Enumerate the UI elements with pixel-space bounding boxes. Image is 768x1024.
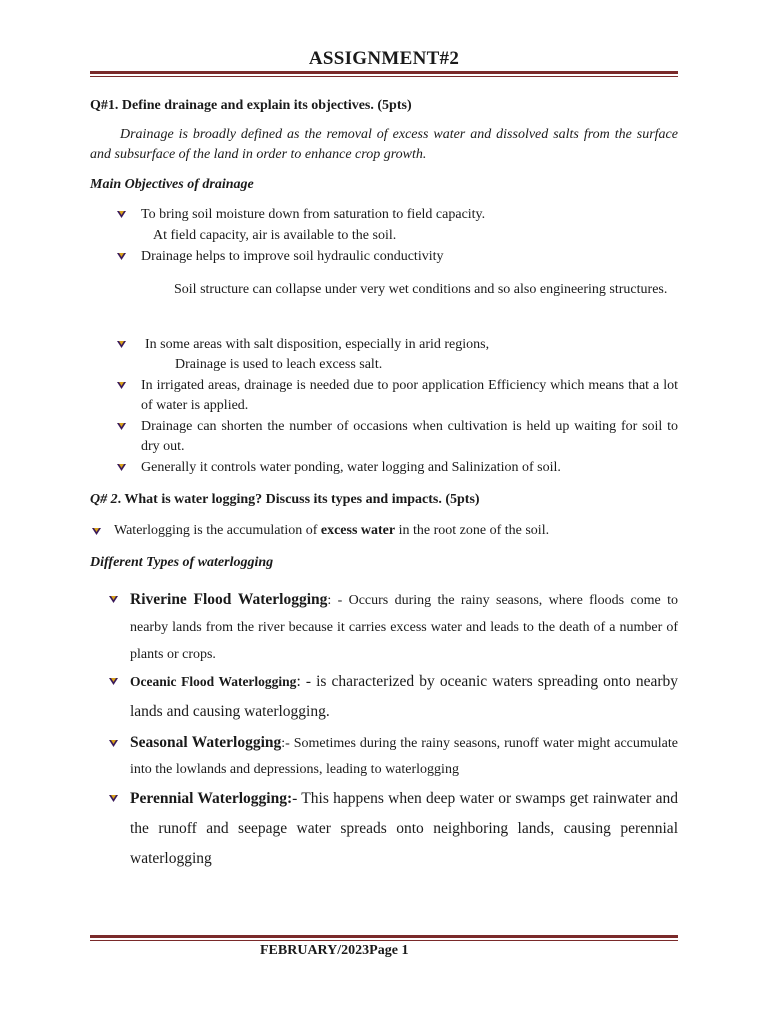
arrow-bullet-icon xyxy=(116,251,127,262)
objective-item: In irrigated areas, drainage is needed due to poor application Efficiency which means that a lot of water is applied. xyxy=(141,378,678,413)
document-title: ASSIGNMENT#2 xyxy=(308,48,460,69)
arrow-bullet-icon xyxy=(116,339,127,350)
waterlogging-type: Oceanic Flood Waterlogging: - is characterized by oceanic waters spreading onto nearby lands and causing waterlogging. xyxy=(130,673,678,720)
arrow-bullet-icon xyxy=(108,738,119,749)
waterlogging-type: Perennial Waterlogging:- This happens when deep water or swamps get rainwater and the runoff and seepage water spreads onto neighboring lands, causing perennial waterlogging xyxy=(130,790,678,867)
q1-heading: Q#1. Define drainage and explain its objectives. (5pts) xyxy=(90,98,412,113)
waterlogging-type: Seasonal Waterlogging:- Sometimes during the rainy seasons, runoff water might accumulate into the lowlands and depressions, leading to waterlogging xyxy=(130,734,678,777)
footer-rule xyxy=(90,935,678,941)
arrow-bullet-icon xyxy=(116,209,127,220)
q2-heading: Q# 2. What is water logging? Discuss its types and impacts. (5pts) xyxy=(90,492,480,507)
arrow-bullet-icon xyxy=(91,526,102,537)
arrow-bullet-icon xyxy=(108,793,119,804)
objective-paragraph: Soil structure can collapse under very wet conditions and so also engineering structures. xyxy=(174,282,668,297)
arrow-bullet-icon xyxy=(108,676,119,687)
page-footer: FEBRUARY/2023Page 1 xyxy=(260,943,409,958)
arrow-bullet-icon xyxy=(116,462,127,473)
arrow-bullet-icon xyxy=(116,421,127,432)
arrow-bullet-icon xyxy=(116,380,127,391)
waterlogging-definition: Waterlogging is the accumulation of excess water in the root zone of the soil. xyxy=(114,523,550,538)
objective-item: Generally it controls water ponding, water logging and Salinization of soil. xyxy=(141,460,561,475)
objective-item-continuation: At field capacity, air is available to the soil. xyxy=(153,228,397,243)
arrow-bullet-icon xyxy=(108,594,119,605)
objective-item: In some areas with salt disposition, especially in arid regions, xyxy=(145,337,490,352)
q1-intro: Drainage is broadly defined as the removal of excess water and dissolved salts from the surface and subsurface of the land in order to enhance crop growth. xyxy=(90,127,678,162)
objective-item-continuation: Drainage is used to leach excess salt. xyxy=(175,357,383,372)
objective-item: Drainage can shorten the number of occasions when cultivation is held up waiting for soil to dry out. xyxy=(141,419,678,454)
objective-item: Drainage helps to improve soil hydraulic conductivity xyxy=(141,249,444,264)
q2-subheading: Different Types of waterlogging xyxy=(90,555,274,570)
header-rule xyxy=(90,71,678,77)
objective-item: To bring soil moisture down from saturation to field capacity. xyxy=(141,207,486,222)
q1-subheading: Main Objectives of drainage xyxy=(90,177,254,192)
waterlogging-type: Riverine Flood Waterlogging: - Occurs during the rainy seasons, where floods come to nearby lands from the river because it carries excess water and leads to the death of a number of plants or crops. xyxy=(130,591,678,662)
